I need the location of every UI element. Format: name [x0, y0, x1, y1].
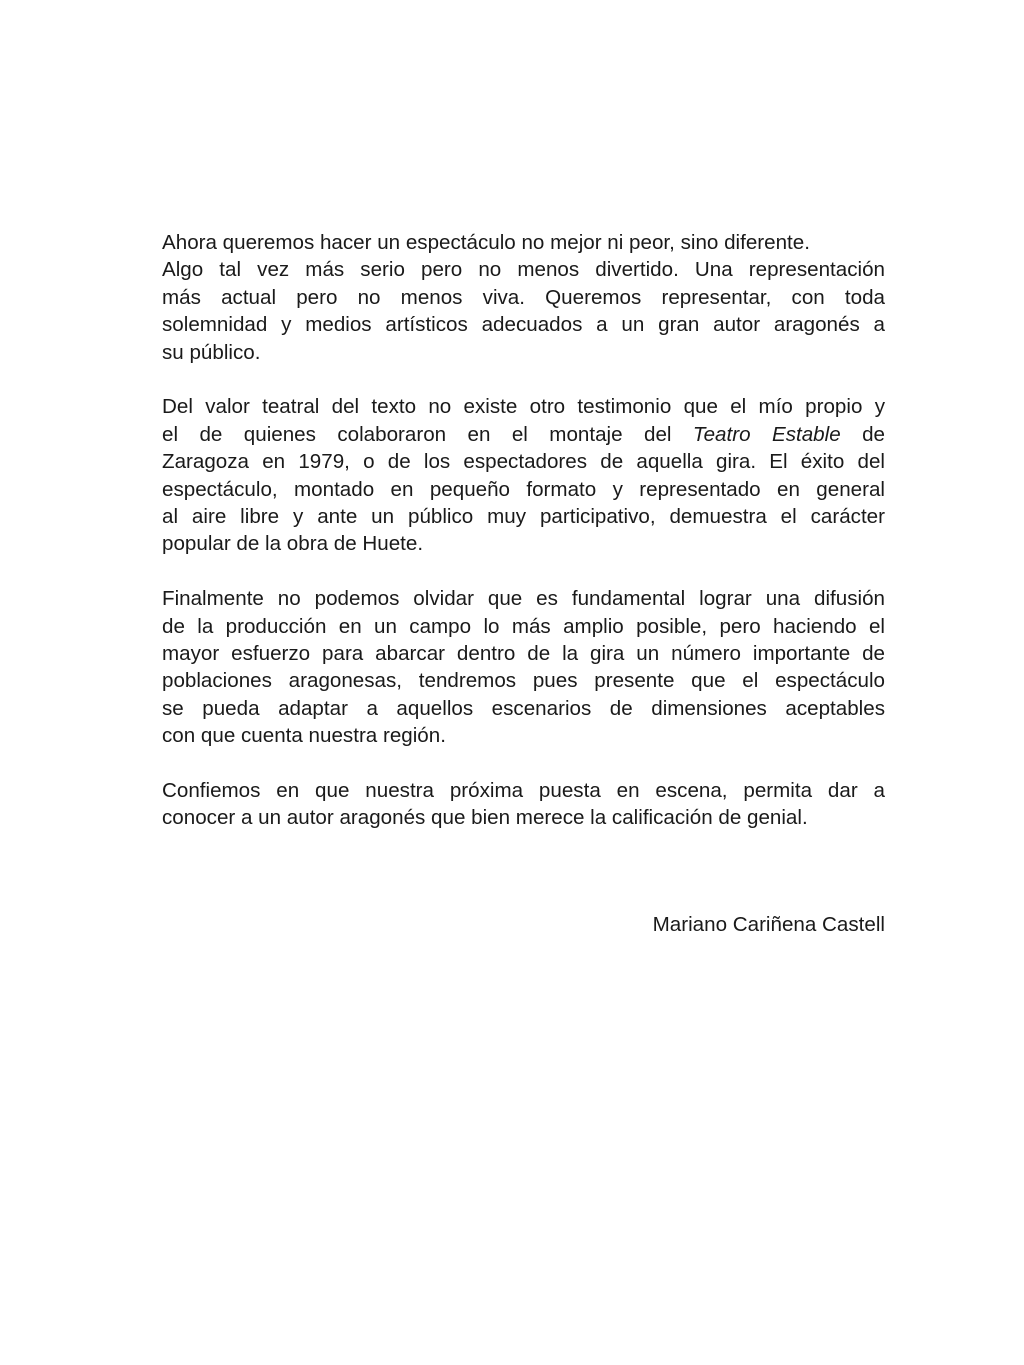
text-line: Zaragoza en 1979, o de los espectadores de aquella gira. El éxito del: [162, 450, 885, 474]
text-segment: de: [840, 422, 885, 446]
text-line-with-italic: [162, 421, 885, 448]
text-line: con que cuenta nuestra región.: [162, 724, 446, 748]
text-line: Confiemos en que nuestra próxima puesta en escena, permita dar a: [162, 779, 885, 803]
text-line: Del valor teatral del texto no existe otro testimonio que el mío propio y: [162, 395, 885, 419]
text-line: mayor esfuerzo para abarcar dentro de la gira un número importante de: [162, 642, 885, 666]
text-line: poblaciones aragonesas, tendremos pues presente que el espectáculo: [162, 669, 885, 693]
text-line: espectáculo, montado en pequeño formato y representado en general: [162, 477, 885, 501]
text-line: al aire libre y ante un público muy participativo, demuestra el carácter: [162, 505, 885, 529]
paragraph-1: [162, 229, 885, 366]
text-line: Ahora queremos hacer un espectáculo no mejor ni peor, sino diferente.: [162, 231, 810, 254]
signature: Mariano Cariñena Castell: [652, 913, 885, 936]
text-line: su público.: [162, 340, 261, 364]
text-line: popular de la obra de Huete.: [162, 532, 424, 556]
text-line: solemnidad y medios artísticos adecuados a un gran autor aragonés a: [162, 313, 885, 337]
paragraph-3: [162, 585, 885, 749]
text-line: conocer a un autor aragonés que bien merece la calificación de genial.: [162, 806, 808, 830]
text-line: de la producción en un campo lo más amplio posible, pero haciendo el: [162, 614, 885, 638]
text-line: se pueda adaptar a aquellos escenarios de dimensiones aceptables: [162, 696, 885, 720]
document-body: [162, 229, 885, 859]
text-line: más actual pero no menos viva. Queremos representar, con toda: [162, 285, 885, 309]
paragraph-4: [162, 777, 885, 832]
italic-title: Teatro Estable: [692, 422, 841, 446]
text-line: Algo tal vez más serio pero no menos divertido. Una representación: [162, 258, 885, 282]
text-segment: el de quienes colaboraron en el montaje del: [162, 422, 693, 446]
text-line: Finalmente no podemos olvidar que es fundamental lograr una difusión: [162, 587, 885, 611]
paragraph-2: [162, 393, 885, 557]
